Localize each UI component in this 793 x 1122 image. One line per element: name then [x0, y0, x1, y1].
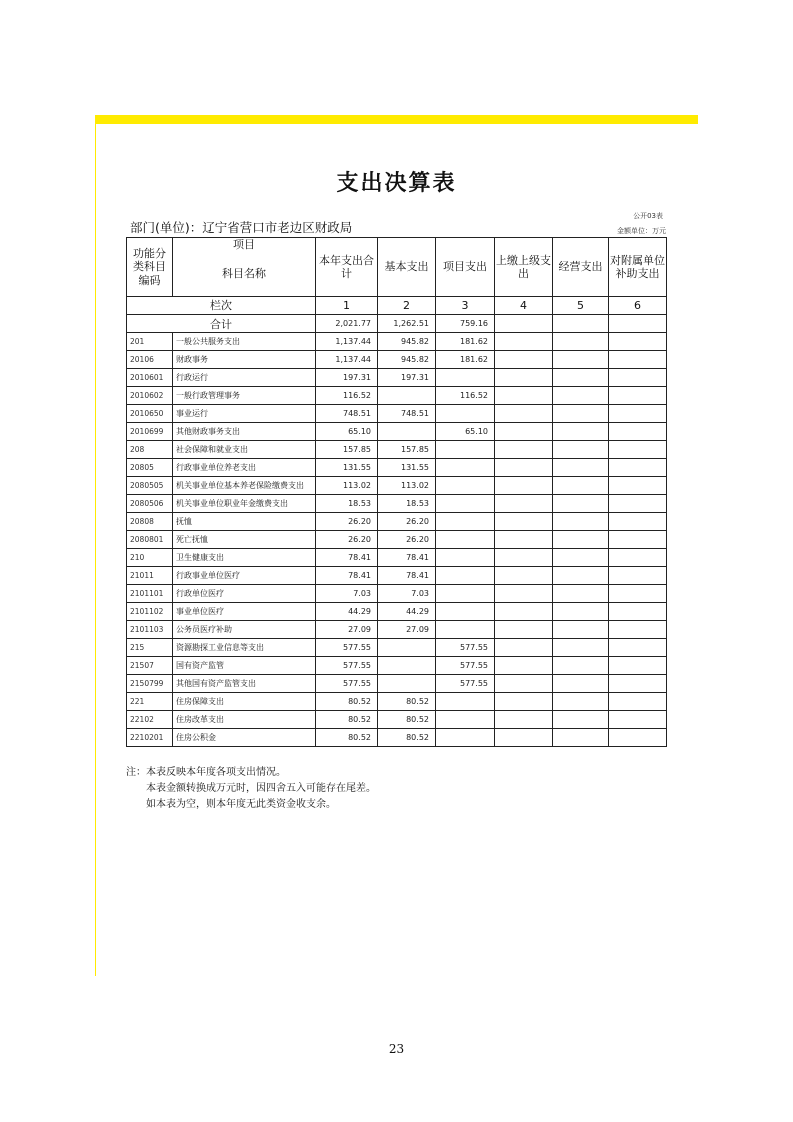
row-value: 26.20 — [316, 531, 378, 549]
table-row — [127, 351, 667, 369]
row-code: 20106 — [127, 351, 173, 369]
total-cell: 759.16 — [436, 315, 495, 333]
table-row — [127, 531, 667, 549]
row-value — [609, 729, 667, 747]
row-value: 577.55 — [436, 639, 495, 657]
lanci-4: 4 — [495, 297, 553, 315]
row-value: 44.29 — [316, 603, 378, 621]
lanci-1: 1 — [316, 297, 378, 315]
row-value — [553, 639, 609, 657]
row-value — [609, 531, 667, 549]
table-row — [127, 423, 667, 441]
row-value: 26.20 — [316, 513, 378, 531]
row-value — [495, 369, 553, 387]
row-value — [495, 585, 553, 603]
table-row — [127, 567, 667, 585]
row-value: 116.52 — [436, 387, 495, 405]
row-subject-name: 行政单位医疗 — [173, 585, 316, 603]
row-value — [609, 711, 667, 729]
row-value: 65.10 — [316, 423, 378, 441]
row-subject-name: 资源勘探工业信息等支出 — [173, 639, 316, 657]
row-value: 116.52 — [316, 387, 378, 405]
row-code: 2010601 — [127, 369, 173, 387]
table-row — [127, 639, 667, 657]
table-row — [127, 441, 667, 459]
row-subject-name: 抚恤 — [173, 513, 316, 531]
page-title: 支出决算表 — [336, 171, 457, 196]
row-value — [609, 405, 667, 423]
row-value — [553, 513, 609, 531]
row-code: 2010650 — [127, 405, 173, 423]
row-value — [436, 441, 495, 459]
page-number: 23 — [388, 1042, 405, 1056]
row-subject-name: 机关事业单位基本养老保险缴费支出 — [173, 477, 316, 495]
row-code: 21011 — [127, 567, 173, 585]
table-row — [127, 405, 667, 423]
row-code: 201 — [127, 333, 173, 351]
table-row — [127, 369, 667, 387]
row-value: 78.41 — [316, 567, 378, 585]
row-value — [553, 693, 609, 711]
lanci-3: 3 — [436, 297, 495, 315]
total-label: 合计 — [127, 315, 316, 333]
row-value — [495, 639, 553, 657]
row-value — [495, 387, 553, 405]
row-value — [436, 729, 495, 747]
col-header-total: 本年支出合计 — [316, 238, 378, 297]
row-value — [609, 621, 667, 639]
row-code: 2210201 — [127, 729, 173, 747]
row-value: 113.02 — [316, 477, 378, 495]
row-subject-name: 行政事业单位养老支出 — [173, 459, 316, 477]
row-value — [495, 513, 553, 531]
row-subject-name: 其他国有资产监管支出 — [173, 675, 316, 693]
total-row — [127, 315, 667, 333]
row-code: 208 — [127, 441, 173, 459]
table-row — [127, 675, 667, 693]
row-value: 748.51 — [378, 405, 436, 423]
row-value — [609, 639, 667, 657]
row-value — [436, 585, 495, 603]
row-code: 221 — [127, 693, 173, 711]
row-value: 26.20 — [378, 531, 436, 549]
row-value: 945.82 — [378, 333, 436, 351]
table-row — [127, 477, 667, 495]
row-value: 27.09 — [378, 621, 436, 639]
col-header-project: 项目支出 — [436, 238, 495, 297]
row-value — [609, 459, 667, 477]
row-subject-name: 财政事务 — [173, 351, 316, 369]
row-value — [436, 369, 495, 387]
row-value — [436, 603, 495, 621]
row-value — [378, 423, 436, 441]
row-value: 197.31 — [378, 369, 436, 387]
row-code: 2101101 — [127, 585, 173, 603]
row-value: 577.55 — [436, 675, 495, 693]
row-value — [495, 531, 553, 549]
row-value — [378, 387, 436, 405]
row-value — [436, 711, 495, 729]
row-value — [553, 567, 609, 585]
row-value — [495, 711, 553, 729]
row-subject-name: 一般行政管理事务 — [173, 387, 316, 405]
row-value: 44.29 — [378, 603, 436, 621]
table-row — [127, 387, 667, 405]
row-code: 210 — [127, 549, 173, 567]
lanci-label: 栏次 — [127, 297, 316, 315]
row-value — [553, 711, 609, 729]
row-value: 577.55 — [436, 657, 495, 675]
row-code: 2010602 — [127, 387, 173, 405]
row-value — [436, 531, 495, 549]
row-value — [609, 351, 667, 369]
row-subject-name: 卫生健康支出 — [173, 549, 316, 567]
row-value — [436, 567, 495, 585]
lanci-5: 5 — [553, 297, 609, 315]
row-code: 20808 — [127, 513, 173, 531]
table-notes — [126, 765, 376, 813]
row-subject-name: 国有资产监管 — [173, 657, 316, 675]
table-row — [127, 495, 667, 513]
row-value — [378, 657, 436, 675]
row-value — [553, 585, 609, 603]
row-value — [609, 675, 667, 693]
row-subject-name: 一般公共服务支出 — [173, 333, 316, 351]
table-row — [127, 549, 667, 567]
row-value: 577.55 — [316, 639, 378, 657]
row-value — [553, 333, 609, 351]
row-value — [436, 621, 495, 639]
subject-name-header: 科目名称 — [173, 252, 316, 297]
table-row — [127, 585, 667, 603]
row-value — [495, 333, 553, 351]
row-value: 26.20 — [378, 513, 436, 531]
row-code: 2101103 — [127, 621, 173, 639]
row-value — [436, 459, 495, 477]
total-cell — [609, 315, 667, 333]
row-value: 80.52 — [316, 729, 378, 747]
row-value: 18.53 — [316, 495, 378, 513]
row-value: 1,137.44 — [316, 351, 378, 369]
row-code: 215 — [127, 639, 173, 657]
table-row — [127, 459, 667, 477]
row-value — [495, 477, 553, 495]
row-value — [495, 657, 553, 675]
func-code-header: 功能分类科目编码 — [127, 238, 173, 297]
row-value: 748.51 — [316, 405, 378, 423]
row-value — [609, 549, 667, 567]
row-subject-name: 事业运行 — [173, 405, 316, 423]
row-value: 1,137.44 — [316, 333, 378, 351]
row-value — [553, 495, 609, 513]
row-subject-name: 机关事业单位职业年金缴费支出 — [173, 495, 316, 513]
table-row — [127, 333, 667, 351]
row-value: 80.52 — [378, 729, 436, 747]
row-value — [495, 441, 553, 459]
row-value: 78.41 — [316, 549, 378, 567]
row-value — [609, 693, 667, 711]
row-value — [609, 513, 667, 531]
row-value — [553, 423, 609, 441]
row-subject-name: 其他财政事务支出 — [173, 423, 316, 441]
row-subject-name: 住房公积金 — [173, 729, 316, 747]
header-accent-bar — [95, 115, 698, 124]
row-value — [495, 621, 553, 639]
row-value: 197.31 — [316, 369, 378, 387]
table-row — [127, 621, 667, 639]
row-value: 27.09 — [316, 621, 378, 639]
row-value — [495, 549, 553, 567]
row-code: 20805 — [127, 459, 173, 477]
row-code: 2150799 — [127, 675, 173, 693]
row-code: 22102 — [127, 711, 173, 729]
row-value — [609, 441, 667, 459]
row-value — [436, 495, 495, 513]
row-value — [553, 369, 609, 387]
row-subject-name: 行政事业单位医疗 — [173, 567, 316, 585]
col-header-remit: 上缴上级支出 — [495, 238, 553, 297]
row-value: 113.02 — [378, 477, 436, 495]
row-value — [436, 405, 495, 423]
row-value: 131.55 — [378, 459, 436, 477]
left-margin-rule — [95, 124, 96, 976]
row-value: 80.52 — [316, 711, 378, 729]
row-value — [553, 351, 609, 369]
total-cell: 1,262.51 — [378, 315, 436, 333]
row-value: 80.52 — [378, 693, 436, 711]
row-subject-name: 事业单位医疗 — [173, 603, 316, 621]
row-value — [609, 387, 667, 405]
row-value: 80.52 — [316, 693, 378, 711]
col-header-operating: 经营支出 — [553, 238, 609, 297]
row-value — [609, 585, 667, 603]
row-value: 945.82 — [378, 351, 436, 369]
row-value: 157.85 — [378, 441, 436, 459]
row-value — [436, 477, 495, 495]
row-value: 78.41 — [378, 549, 436, 567]
row-value — [553, 477, 609, 495]
row-value: 65.10 — [436, 423, 495, 441]
form-number: 公开03表 — [633, 212, 663, 220]
row-code: 2101102 — [127, 603, 173, 621]
amount-unit: 金额单位：万元 — [617, 227, 666, 235]
table-row — [127, 603, 667, 621]
expenditure-table — [126, 237, 667, 747]
table-row — [127, 711, 667, 729]
row-value — [609, 333, 667, 351]
table-row — [127, 693, 667, 711]
row-value — [609, 369, 667, 387]
row-value — [609, 567, 667, 585]
row-value — [553, 531, 609, 549]
row-value — [553, 621, 609, 639]
department-label: 部门(单位)：辽宁省营口市老边区财政局 — [130, 220, 353, 235]
note-line: 如本表为空，则本年度无此类资金收支余。 — [146, 799, 336, 810]
col-header-basic: 基本支出 — [378, 238, 436, 297]
row-value — [436, 513, 495, 531]
row-subject-name: 死亡抚恤 — [173, 531, 316, 549]
row-value — [553, 441, 609, 459]
row-value: 577.55 — [316, 675, 378, 693]
row-value: 18.53 — [378, 495, 436, 513]
row-subject-name: 住房保障支出 — [173, 693, 316, 711]
row-value — [495, 693, 553, 711]
row-value — [609, 495, 667, 513]
total-cell — [495, 315, 553, 333]
table-row — [127, 513, 667, 531]
row-value: 181.62 — [436, 351, 495, 369]
row-value: 181.62 — [436, 333, 495, 351]
row-value — [609, 423, 667, 441]
note-line: 本表金额转换成万元时，因四舍五入可能存在尾差。 — [146, 783, 376, 794]
row-value — [495, 567, 553, 585]
total-cell — [553, 315, 609, 333]
row-value — [553, 459, 609, 477]
row-value — [553, 657, 609, 675]
row-value — [495, 423, 553, 441]
row-value — [553, 549, 609, 567]
row-value — [609, 477, 667, 495]
row-value: 577.55 — [316, 657, 378, 675]
row-subject-name: 住房改革支出 — [173, 711, 316, 729]
row-value: 157.85 — [316, 441, 378, 459]
row-value — [495, 459, 553, 477]
row-value: 80.52 — [378, 711, 436, 729]
row-subject-name: 公务员医疗补助 — [173, 621, 316, 639]
row-subject-name: 社会保障和就业支出 — [173, 441, 316, 459]
row-value: 7.03 — [316, 585, 378, 603]
row-value — [553, 675, 609, 693]
row-code: 2010699 — [127, 423, 173, 441]
row-value: 131.55 — [316, 459, 378, 477]
row-code: 2080801 — [127, 531, 173, 549]
lanci-6: 6 — [609, 297, 667, 315]
col-header-subsidy: 对附属单位补助支出 — [609, 238, 667, 297]
note-line: 注：本表反映本年度各项支出情况。 — [126, 767, 286, 778]
row-value — [495, 729, 553, 747]
row-value — [495, 495, 553, 513]
row-value: 7.03 — [378, 585, 436, 603]
row-code: 2080505 — [127, 477, 173, 495]
row-subject-name: 行政运行 — [173, 369, 316, 387]
row-value — [436, 549, 495, 567]
row-value: 78.41 — [378, 567, 436, 585]
row-value — [378, 639, 436, 657]
row-value — [553, 405, 609, 423]
row-code: 21507 — [127, 657, 173, 675]
row-value — [495, 405, 553, 423]
row-value — [495, 351, 553, 369]
row-value — [609, 657, 667, 675]
row-value — [495, 675, 553, 693]
row-value — [378, 675, 436, 693]
row-value — [553, 387, 609, 405]
table-row — [127, 657, 667, 675]
row-value — [553, 729, 609, 747]
row-code: 2080506 — [127, 495, 173, 513]
row-value — [436, 693, 495, 711]
row-value — [495, 603, 553, 621]
item-header: 项目 — [173, 238, 316, 253]
row-value — [609, 603, 667, 621]
row-value — [553, 603, 609, 621]
table-row — [127, 729, 667, 747]
lanci-2: 2 — [378, 297, 436, 315]
total-cell: 2,021.77 — [316, 315, 378, 333]
